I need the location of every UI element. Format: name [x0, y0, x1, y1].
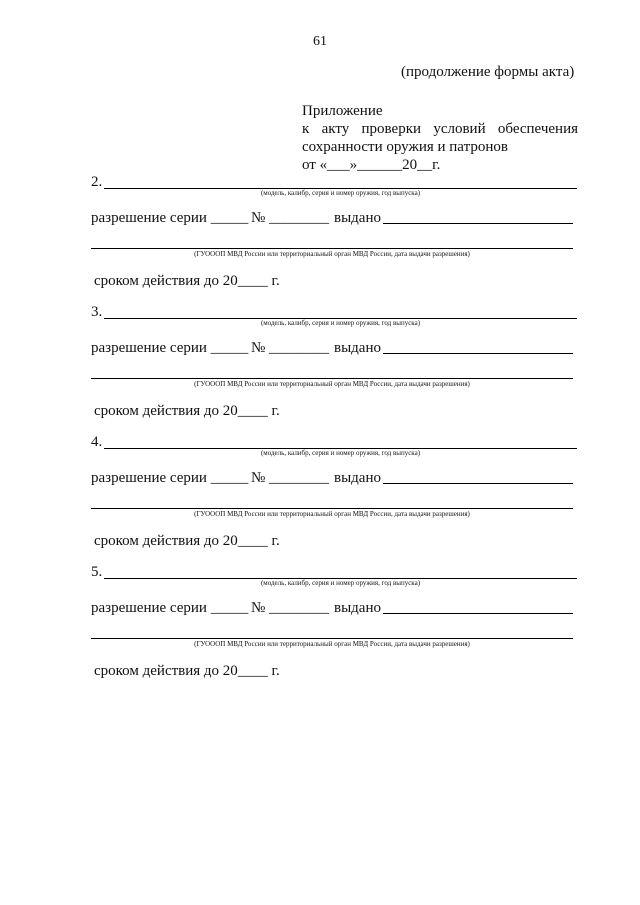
permit-number-label: № ________: [251, 470, 330, 486]
weapon-caption: (модель, калибр, серия и номер оружия, год выпуска): [260, 189, 421, 197]
issuer-caption: (ГУОООП МВД России или территориальный орган МВД России, дата выдачи разрешения): [194, 250, 470, 258]
validity-label: сроком действия до 20____ г.: [94, 533, 280, 549]
issuer-field[interactable]: [91, 248, 573, 249]
issued-label: выдано: [334, 600, 381, 616]
weapon-caption: (модель, калибр, серия и номер оружия, год выпуска): [260, 319, 421, 327]
weapon-caption: (модель, калибр, серия и номер оружия, год выпуска): [260, 579, 421, 587]
weapon-caption: (модель, калибр, серия и номер оружия, год выпуска): [260, 449, 421, 457]
weapon-entry: [0, 564, 640, 694]
page-number: 61: [313, 34, 327, 49]
permit-number-label: № ________: [251, 600, 330, 616]
appendix-line-2: сохранности оружия и патронов: [302, 139, 508, 155]
issued-label: выдано: [334, 470, 381, 486]
issued-field[interactable]: [383, 483, 573, 484]
entry-number: 3.: [91, 304, 103, 320]
weapon-entry: [0, 304, 640, 434]
appendix-date-line: от «___»______20__г.: [302, 157, 441, 173]
issuer-caption: (ГУОООП МВД России или территориальный орган МВД России, дата выдачи разрешения): [194, 380, 470, 388]
issuer-field[interactable]: [91, 378, 573, 379]
issued-field[interactable]: [383, 613, 573, 614]
appendix-title: Приложение: [302, 103, 383, 119]
entry-number: 4.: [91, 434, 103, 450]
permit-number-label: № ________: [251, 340, 330, 356]
issuer-caption: (ГУОООП МВД России или территориальный орган МВД России, дата выдачи разрешения): [194, 640, 470, 648]
appendix-block: [302, 102, 578, 174]
weapon-entry: [0, 434, 640, 564]
issuer-field[interactable]: [91, 638, 573, 639]
permit-series-label: разрешение серии _____: [91, 600, 249, 616]
validity-label: сроком действия до 20____ г.: [94, 273, 280, 289]
entry-number: 2.: [91, 174, 103, 190]
issued-label: выдано: [334, 210, 381, 226]
issued-label: выдано: [334, 340, 381, 356]
issuer-field[interactable]: [91, 508, 573, 509]
appendix-line-1: к акту проверки условий обеспечения: [302, 121, 578, 137]
issued-field[interactable]: [383, 223, 573, 224]
entry-number: 5.: [91, 564, 103, 580]
permit-series-label: разрешение серии _____: [91, 340, 249, 356]
permit-series-label: разрешение серии _____: [91, 470, 249, 486]
issued-field[interactable]: [383, 353, 573, 354]
continuation-note: (продолжение формы акта): [401, 64, 575, 80]
validity-label: сроком действия до 20____ г.: [94, 403, 280, 419]
validity-label: сроком действия до 20____ г.: [94, 663, 280, 679]
issuer-caption: (ГУОООП МВД России или территориальный орган МВД России, дата выдачи разрешения): [194, 510, 470, 518]
permit-number-label: № ________: [251, 210, 330, 226]
weapon-entry: [0, 174, 640, 304]
permit-series-label: разрешение серии _____: [91, 210, 249, 226]
